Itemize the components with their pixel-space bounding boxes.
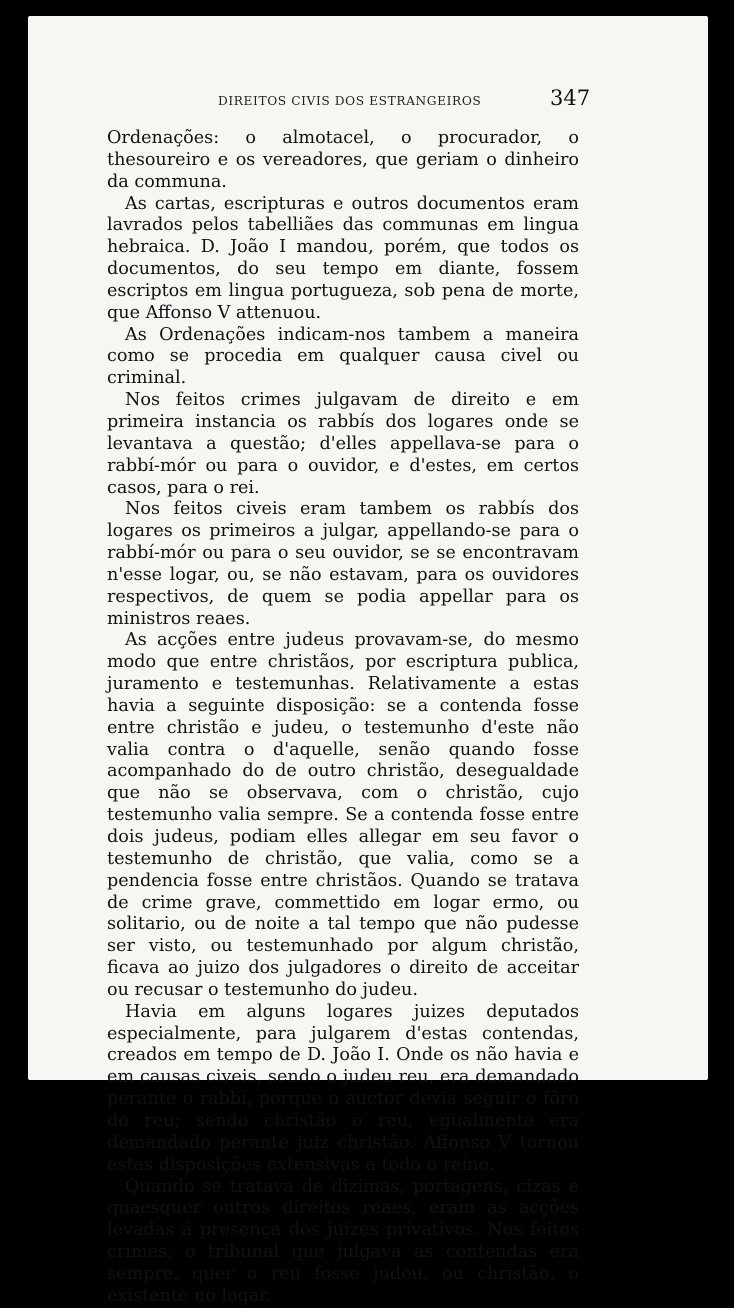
- paragraph-4: Nos feitos crimes julgavam de direito e em primeira instancia os rabbís dos logares onde se levantava a questão; d'elles appellava-se para o rabbí-mór ou para o ouvidor, e d'estes, em certos casos, para o rei.: [107, 390, 579, 498]
- paragraph-5: Nos feitos civeis eram tambem os rabbís dos logares os primeiros a julgar, appellando-se para o rabbí-mór ou para o seu ouvidor, se se encontravam n'esse logar, ou, se não estavam, para os ouvidores respectivos, de quem se podia appellar para os ministros reaes.: [107, 499, 579, 629]
- paragraph-6: As acções entre judeus provavam-se, do mesmo modo que entre christãos, por escriptura publica, juramento e testemunhas. Relativamente a estas havia a seguinte disposição: se a contenda fosse entre christão e judeu, o testemunho d'este não valia contra o d'aquelle, senão quando fosse acompanhado do de outro christão, desegualdade que não se observava, com o christão, cujo testemunho valia sempre. Se a contenda fosse entre dois judeus, podiam elles allegar em seu favor o testemunho de christão, que valia, como se a pendencia fosse entre christãos. Quando se tratava de crime grave, commettido em logar ermo, ou solitario, ou de noite a tal tempo que não pudesse ser visto, ou testemunhado por algum christão, ficava ao juizo dos julgadores o direito de acceitar ou recusar o testemunho do judeu.: [107, 630, 579, 1000]
- paragraph-8: Quando se tratava de dizimas, portagens, cizas e quaesquer outros direitos reaes, eram as acções levadas á presença dos juizes privativos. Nos feitos crimes, o tribunal que julgava as contendas era sempre, quer o reu fosse judeu, ou christão, o existente no logar.: [107, 1176, 579, 1306]
- paragraph-2: As cartas, escripturas e outros documentos eram lavrados pelos tabelliães das communas em lingua hebraica. D. João I mandou, porém, que todos os documentos, do seu tempo em diante, fossem escriptos em lingua portugueza, sob pena de morte, que Affonso V attenuou.: [107, 193, 579, 323]
- paragraph-3: As Ordenações indicam-nos tambem a maneira como se procedia em qualquer causa civel ou criminal.: [107, 324, 579, 389]
- page-number: 347: [550, 86, 591, 110]
- running-head: DIREITOS CIVIS DOS ESTRANGEIROS: [218, 94, 482, 108]
- paragraph-1: Ordenações: o almotacel, o procurador, o thesoureiro e os vereadores, que geriam o dinheiro da communa.: [107, 128, 579, 192]
- paragraph-7: Havia em alguns logares juizes deputados especialmente, para julgarem d'estas contendas, creados em tempo de D. João I. Onde os não havia e em causas civeis, sendo o judeu reu, era demandado perante o rabbí, porque o auctor devia seguir o fôro do reu; sendo christão o reu, egualmente era demandado perante juiz christão. Affonso V tornou estas disposições extensivas a todo o reino.: [107, 1001, 579, 1175]
- body-text: [107, 128, 579, 1308]
